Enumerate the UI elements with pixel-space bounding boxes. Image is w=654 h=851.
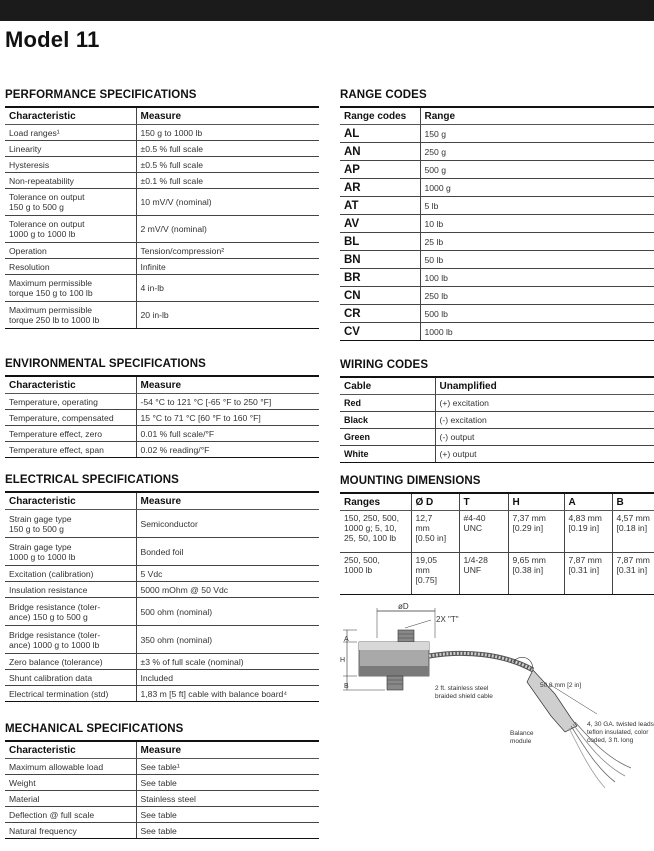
table-row (340, 143, 654, 161)
table-cell: 150 g (420, 125, 654, 143)
mounting-dimensions-table (340, 492, 654, 595)
table-row (5, 394, 319, 410)
top-bar (0, 0, 654, 21)
table-header-row (5, 376, 319, 394)
table-cell: Stainless steel (136, 791, 319, 807)
table-cell: Material (5, 791, 136, 807)
dim-a-label: A (344, 636, 349, 643)
table-cell: AN (340, 143, 420, 161)
range-codes-table (340, 106, 654, 341)
table-cell: Hysteresis (5, 157, 136, 173)
balance-module-label (510, 730, 535, 745)
table-cell: 500 ohm (nominal) (136, 598, 319, 626)
table-cell: 10 mV/V (nominal) (136, 189, 319, 216)
table-cell: Infinite (136, 259, 319, 275)
thread-label: 2X "T" (436, 615, 459, 624)
table-cell: 500 g (420, 161, 654, 179)
table-cell: 100 lb (420, 269, 654, 287)
table-cell: Electrical termination (std) (5, 686, 136, 702)
dim-b-label: B (344, 683, 349, 690)
table-cell: See table (136, 823, 319, 839)
table-row (5, 566, 319, 582)
table-cell: 5000 mOhm @ 50 Vdc (136, 582, 319, 598)
table-cell: Strain gage type 150 g to 500 g (5, 510, 136, 538)
table-header-row (340, 377, 654, 395)
table-row (5, 582, 319, 598)
leads-label-line3: coded, 3 ft. long (587, 737, 634, 744)
column-header: Ø D (411, 493, 459, 511)
table-cell: 350 ohm (nominal) (136, 626, 319, 654)
table-row (340, 197, 654, 215)
column-header: Range codes (340, 107, 420, 125)
wiring-codes-table (340, 376, 654, 463)
table-cell: 50 lb (420, 251, 654, 269)
mounting-dimensions-title: MOUNTING DIMENSIONS (340, 475, 481, 487)
table-row (340, 125, 654, 143)
table-cell: 7,87 mm [0.31 in] (564, 553, 612, 595)
table-cell: (+) excitation (435, 395, 654, 412)
shield-label-line2: braided shield cable (435, 693, 493, 700)
table-cell: CV (340, 323, 420, 341)
table-cell: 2 mV/V (nominal) (136, 216, 319, 243)
table-cell: 250 g (420, 143, 654, 161)
column-header: A (564, 493, 612, 511)
table-cell: Maximum permissible torque 250 lb to 1000 lb (5, 302, 136, 329)
table-cell: 9,65 mm [0.38 in] (508, 553, 564, 595)
dim-h-label: H (340, 657, 346, 664)
table-cell: ±3 % of full scale (nominal) (136, 654, 319, 670)
table-row (5, 626, 319, 654)
column-header: Characteristic (5, 741, 136, 759)
table-cell: 500 lb (420, 305, 654, 323)
load-cell-diagram (335, 598, 654, 790)
table-cell: (-) excitation (435, 412, 654, 429)
table-cell: Tolerance on output 1000 g to 1000 lb (5, 216, 136, 243)
table-cell: ±0.5 % full scale (136, 157, 319, 173)
table-row (5, 538, 319, 566)
table-row (5, 654, 319, 670)
column-header: T (459, 493, 508, 511)
table-cell: 1,83 m [5 ft] cable with balance board⁴ (136, 686, 319, 702)
table-cell: 1000 lb (420, 323, 654, 341)
table-row (5, 243, 319, 259)
table-row (5, 189, 319, 216)
table-row (5, 173, 319, 189)
table-cell: Excitation (calibration) (5, 566, 136, 582)
table-cell: Deflection @ full scale (5, 807, 136, 823)
table-cell: AT (340, 197, 420, 215)
leads-label (587, 721, 654, 744)
table-cell: Black (340, 412, 435, 429)
table-row (5, 426, 319, 442)
table-row (5, 442, 319, 458)
column-header: Range (420, 107, 654, 125)
table-cell: CR (340, 305, 420, 323)
column-header: Characteristic (5, 492, 136, 510)
table-cell: ±0.5 % full scale (136, 141, 319, 157)
table-cell: Natural frequency (5, 823, 136, 839)
table-cell: 1/4-28 UNF (459, 553, 508, 595)
table-row (5, 791, 319, 807)
table-row (5, 125, 319, 141)
leads-label-line2: teflon insulated, color (587, 729, 649, 736)
table-cell: Bridge resistance (toler- ance) 150 g to 500 g (5, 598, 136, 626)
table-row (5, 141, 319, 157)
table-cell: 4,83 mm [0.19 in] (564, 511, 612, 553)
table-row (340, 287, 654, 305)
table-header-row (5, 741, 319, 759)
column-header: Measure (136, 741, 319, 759)
performance-title: PERFORMANCE SPECIFICATIONS (5, 89, 197, 101)
table-cell: (+) output (435, 446, 654, 463)
table-row (5, 598, 319, 626)
environmental-table (5, 375, 319, 458)
table-cell: Non-repeatability (5, 173, 136, 189)
table-cell: AV (340, 215, 420, 233)
table-cell: 0.01 % full scale/°F (136, 426, 319, 442)
table-cell: CN (340, 287, 420, 305)
table-cell: Tolerance on output 150 g to 500 g (5, 189, 136, 216)
table-cell: Resolution (5, 259, 136, 275)
table-row (340, 269, 654, 287)
table-cell: 7,87 mm [0.31 in] (612, 553, 654, 595)
table-cell: 7,37 mm [0.29 in] (508, 511, 564, 553)
wiring-codes-title: WIRING CODES (340, 359, 429, 371)
table-cell: 12,7 mm [0.50 in] (411, 511, 459, 553)
table-row (5, 670, 319, 686)
table-cell: 1000 g (420, 179, 654, 197)
module-label-line1: Balance (510, 730, 534, 737)
table-cell: 150 g to 1000 lb (136, 125, 319, 141)
table-cell: 15 °C to 71 °C [60 °F to 160 °F] (136, 410, 319, 426)
leads-label-line1: 4, 30 GA. twisted leads (587, 721, 654, 728)
table-cell: Weight (5, 775, 136, 791)
performance-table (5, 106, 319, 329)
electrical-title: ELECTRICAL SPECIFICATIONS (5, 474, 179, 486)
table-row (5, 410, 319, 426)
table-cell: 10 lb (420, 215, 654, 233)
table-cell: #4-40 UNC (459, 511, 508, 553)
range-codes-title: RANGE CODES (340, 89, 427, 101)
table-cell: Tension/compression² (136, 243, 319, 259)
table-row (340, 215, 654, 233)
column-header: Characteristic (5, 107, 136, 125)
column-header: Cable (340, 377, 435, 395)
table-header-row (5, 492, 319, 510)
table-cell: 250 lb (420, 287, 654, 305)
table-row (5, 807, 319, 823)
table-cell: Included (136, 670, 319, 686)
mechanical-table (5, 740, 319, 839)
table-cell: Maximum allowable load (5, 759, 136, 775)
table-cell: 5 Vdc (136, 566, 319, 582)
table-row (340, 446, 654, 463)
table-cell: Green (340, 429, 435, 446)
table-row (5, 302, 319, 329)
table-cell: White (340, 446, 435, 463)
table-cell: Red (340, 395, 435, 412)
table-cell: -54 °C to 121 °C [-65 °F to 250 °F] (136, 394, 319, 410)
table-cell: BL (340, 233, 420, 251)
table-header-row (5, 107, 319, 125)
diameter-label: øD (398, 602, 409, 611)
shield-label-line1: 2 ft. stainless steel (435, 685, 489, 692)
table-cell: Temperature, compensated (5, 410, 136, 426)
column-header: Measure (136, 107, 319, 125)
table-cell: Insulation resistance (5, 582, 136, 598)
table-row (340, 511, 654, 553)
table-row (340, 395, 654, 412)
column-header: Characteristic (5, 376, 136, 394)
table-cell: Maximum permissible torque 150 g to 100 lb (5, 275, 136, 302)
column-header: Measure (136, 376, 319, 394)
table-cell: Shunt calibration data (5, 670, 136, 686)
table-row (340, 305, 654, 323)
environmental-title: ENVIRONMENTAL SPECIFICATIONS (5, 358, 206, 370)
column-header: Unamplified (435, 377, 654, 395)
page-title: Model 11 (5, 27, 100, 52)
table-cell: BR (340, 269, 420, 287)
table-row (340, 412, 654, 429)
column-header: B (612, 493, 654, 511)
table-row (5, 510, 319, 538)
table-cell: Semiconductor (136, 510, 319, 538)
table-cell: Operation (5, 243, 136, 259)
table-row (340, 251, 654, 269)
table-row (5, 259, 319, 275)
table-row (5, 775, 319, 791)
column-header: H (508, 493, 564, 511)
table-cell: See table (136, 807, 319, 823)
table-cell: BN (340, 251, 420, 269)
column-header: Ranges (340, 493, 411, 511)
table-cell: See table (136, 775, 319, 791)
module-label-line2: module (510, 738, 532, 745)
table-cell: Temperature effect, zero (5, 426, 136, 442)
table-cell: 19,05 mm [0.75] (411, 553, 459, 595)
table-cell: Linearity (5, 141, 136, 157)
length-label: 50,8 mm [2 in] (540, 682, 582, 689)
table-cell: (-) output (435, 429, 654, 446)
table-row (340, 553, 654, 595)
table-row (340, 161, 654, 179)
table-cell: 25 lb (420, 233, 654, 251)
table-cell: Zero balance (tolerance) (5, 654, 136, 670)
table-cell: 150, 250, 500, 1000 g; 5, 10, 25, 50, 100 lb (340, 511, 411, 553)
table-row (340, 179, 654, 197)
table-cell: AP (340, 161, 420, 179)
table-cell: Strain gage type 1000 g to 1000 lb (5, 538, 136, 566)
table-row (5, 157, 319, 173)
mechanical-title: MECHANICAL SPECIFICATIONS (5, 723, 184, 735)
table-cell: ±0.1 % full scale (136, 173, 319, 189)
table-cell: 250, 500, 1000 lb (340, 553, 411, 595)
table-row (340, 429, 654, 446)
table-cell: AL (340, 125, 420, 143)
table-row (5, 823, 319, 839)
table-cell: Temperature effect, span (5, 442, 136, 458)
table-row (5, 686, 319, 702)
table-row (5, 275, 319, 302)
table-header-row (340, 493, 654, 511)
table-cell: 4 in-lb (136, 275, 319, 302)
table-cell: AR (340, 179, 420, 197)
table-row (340, 323, 654, 341)
table-cell: Bonded foil (136, 538, 319, 566)
table-cell: 20 in-lb (136, 302, 319, 329)
table-row (5, 759, 319, 775)
table-cell: 5 lb (420, 197, 654, 215)
table-cell: See table¹ (136, 759, 319, 775)
table-cell: Bridge resistance (toler- ance) 1000 g to 1000 lb (5, 626, 136, 654)
table-cell: Temperature, operating (5, 394, 136, 410)
electrical-table (5, 491, 319, 702)
table-row (340, 233, 654, 251)
shield-cable-label (435, 685, 493, 700)
table-cell: Load ranges¹ (5, 125, 136, 141)
table-cell: 0.02 % reading/°F (136, 442, 319, 458)
column-header: Measure (136, 492, 319, 510)
table-cell: 4,57 mm [0.18 in] (612, 511, 654, 553)
table-header-row (340, 107, 654, 125)
table-row (5, 216, 319, 243)
